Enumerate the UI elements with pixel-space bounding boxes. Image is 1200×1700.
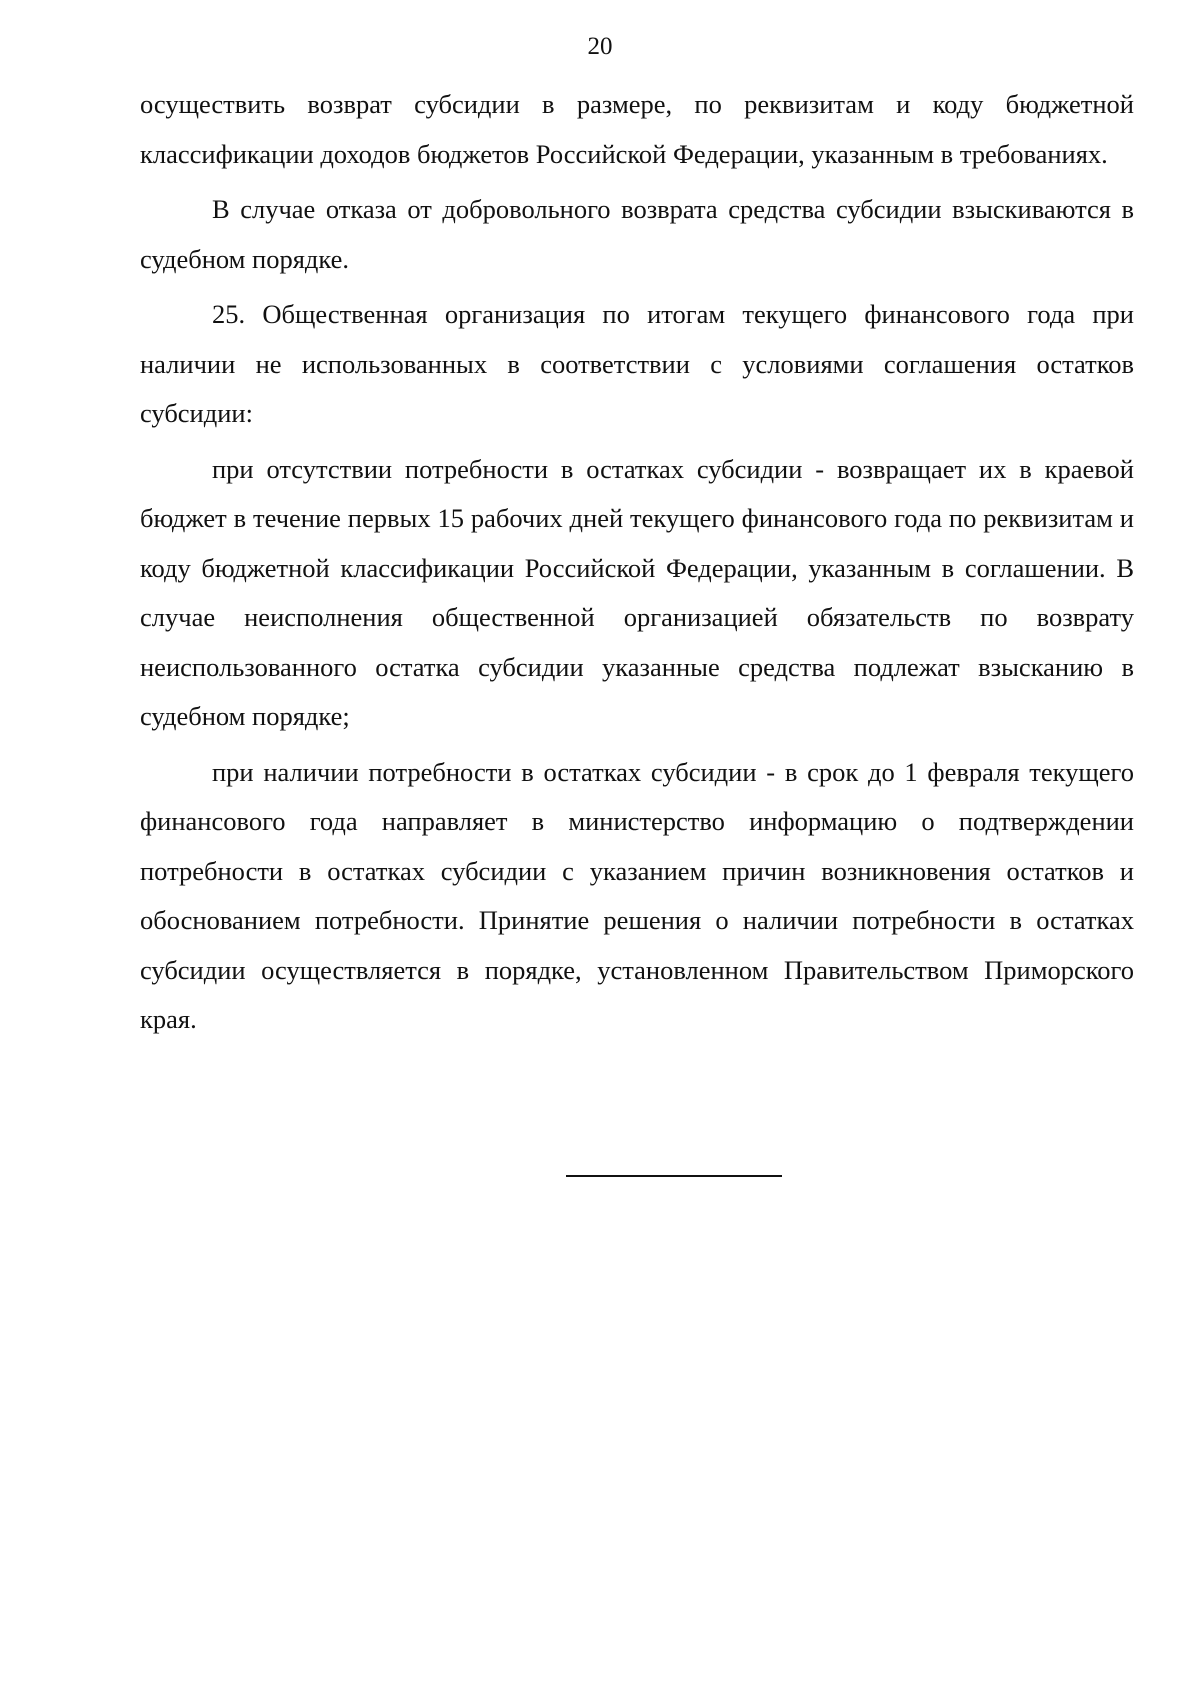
paragraph-no-need: при отсутствии потребности в остатках субсидии - возвращает их в краевой бюджет в течение первых 15 рабочих дней текущего финансового года по реквизитам и коду бюджетной классификации Российской Федерации, указанным в соглашении. В случае неисполнения общественной организацией обязательств по возврату неиспользованного остатка субсидии указанные средства подлежат взысканию в судебном порядке; [140,453,1134,731]
page-number: 20 [587,33,613,60]
paragraph-item-25: 25. Общественная организация по итогам текущего финансового года при наличии не использованных в соответствии с условиями соглашения остатков субсидии: [140,299,1134,428]
end-of-document-rule [566,1175,782,1177]
paragraph-continuation: осуществить возврат субсидии в размере, по реквизитам и коду бюджетной классификации доходов бюджетов Российской Федерации, указанным в требованиях. [140,89,1134,169]
paragraph-refusal-recovery: В случае отказа от добровольного возврата средства субсидии взыскиваются в судебном порядке. [140,194,1134,274]
document-body [140,80,1134,1051]
paragraph-need: при наличии потребности в остатках субсидии - в срок до 1 февраля текущего финансового года направляет в министерство информацию о подтверждении потребности в остатках субсидии с указанием причин возникновения остатков и обоснованием потребности. Принятие решения о наличии потребности в остатках субсидии осуществляется в порядке, установленном Правительством Приморского края. [140,756,1134,1034]
